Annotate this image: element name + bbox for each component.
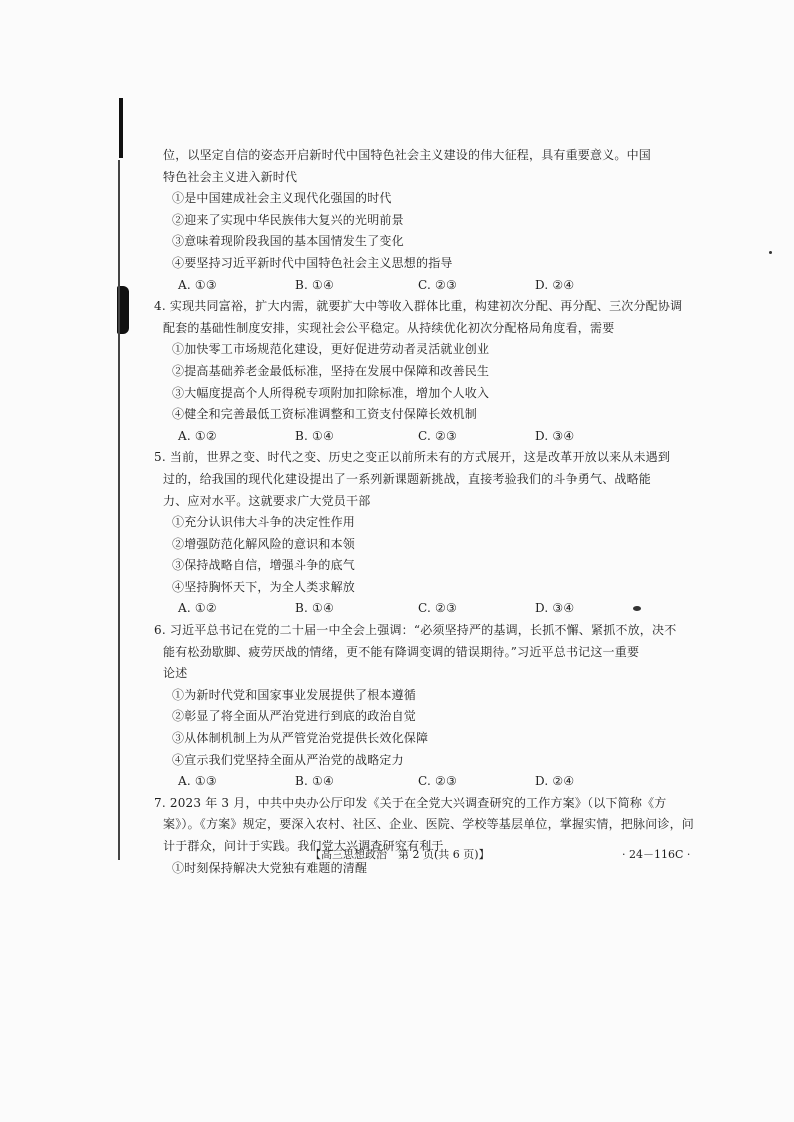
question-stem-line: 4. 实现共同富裕，扩大内需，就要扩大中等收入群体比重，构建初次分配、再分配、三次分配协调 [154,299,683,314]
option-line: ④宣示我们党坚持全面从严治党的战略定力 [172,752,404,767]
option-line: ①充分认识伟大斗争的决定性作用 [172,515,356,530]
question-stem-line: 计于群众，问计于实践。我们党大兴调查研究有利于 [163,839,444,853]
intro-line: 位，以坚定自信的姿态开启新时代中国特色社会主义建设的伟大征程，具有重要意义。中国 [163,148,652,162]
option-line: ④要坚持习近平新时代中国特色社会主义思想的指导 [172,255,453,270]
choice-d: D. ③④ [535,601,575,616]
option-line: ③意味着现阶段我国的基本国情发生了变化 [172,234,404,249]
option-line: ①是中国建成社会主义现代化强国的时代 [172,191,392,206]
scan-edge-mark-top [119,98,123,158]
question-stem-line: 过的，给我国的现代化建设提出了一系列新课题新挑战，直接考验我们的斗争勇气、战略能 [163,471,652,486]
question-stem-line: 案》）。《方案》规定，要深入农村、社区、企业、医院、学校等基层单位，掌握实情，把脉问诊，问 [163,817,695,832]
choice-a: A. ①③ [178,277,217,292]
option-line: ④坚持胸怀天下，为全人类求解放 [172,579,356,594]
choice-d: D. ③④ [535,428,575,443]
question-content [154,145,695,879]
choice-c: C. ②③ [418,774,457,789]
choice-b: B. ①④ [295,428,334,443]
option-line: ③保持战略自信，增强斗争的底气 [172,558,356,573]
choice-b: B. ①④ [295,277,334,292]
choice-b: B. ①④ [295,774,334,789]
question-stem-line: 6. 习近平总书记在党的二十届一中全会上强调：“必须坚持严的基调，长抓不懈、紧抓不放，决不 [154,623,677,638]
scan-edge-mark-line [118,160,120,860]
page-footer [0,846,794,866]
option-line: ③从体制机制上为从严管党治党提供长效化保障 [172,731,429,746]
question-stem-line: 能有松劲歇脚、疲劳厌战的情绪，更不能有降调变调的错误期待。”习近平总书记这一重要 [163,644,640,659]
choice-c: C. ②③ [418,428,457,443]
choice-c: C. ②③ [418,601,457,616]
option-line: ②增强防范化解风险的意识和本领 [172,536,356,551]
question-stem-line: 5. 当前，世界之变、时代之变、历史之变正以前所未有的方式展开，这是改革开放以来从未遇到 [154,450,671,465]
option-line: ③大幅度提高个人所得税专项附加扣除标准，增加个人收入 [172,385,490,400]
choice-d: D. ②④ [535,277,575,292]
choice-b: B. ①④ [295,601,334,616]
choice-c: C. ②③ [418,277,457,292]
option-line: ②彰显了将全面从严治党进行到底的政治自觉 [172,709,417,724]
option-line: ②迎来了实现中华民族伟大复兴的光明前景 [172,212,404,227]
option-line: ④健全和完善最低工资标准调整和工资支付保障长效机制 [172,407,478,422]
answer-choices [163,426,683,448]
scan-speck [769,251,772,254]
option-line: ②提高基础养老金最低标准，坚持在发展中保障和改善民生 [172,363,490,378]
choice-a: A. ①② [178,428,217,443]
option-line: ①为新时代党和国家事业发展提供了根本遵循 [172,687,417,702]
answer-choices [163,275,683,297]
question-stem-line: 7. 2023 年 3 月，中共中央办公厅印发《关于在全党大兴调查研究的工作方案》（以下简称《方 [154,795,667,810]
intro-line: 特色社会主义进入新时代 [163,169,298,184]
choice-d: D. ②④ [535,774,575,789]
footer-exam-code: · 24－116C · [622,848,691,861]
choice-a: A. ①② [178,601,217,616]
footer-page-label: 【高三思想政治 第 2 页(共 6 页)】 [310,848,490,861]
answer-choices [163,598,683,620]
option-line: ①加快零工市场规范化建设，更好促进劳动者灵活就业创业 [172,342,490,357]
question-stem-line: 力、应对水平。这就要求广大党员干部 [163,493,371,508]
choice-a: A. ①③ [178,774,217,789]
question-stem-line: 配套的基础性制度安排，实现社会公平稳定。从持续优化初次分配格局角度看，需要 [163,320,615,335]
answer-choices [163,771,683,793]
question-stem-line: 论述 [163,666,188,681]
option-line: ①时刻保持解决大党独有难题的清醒 [172,860,368,875]
